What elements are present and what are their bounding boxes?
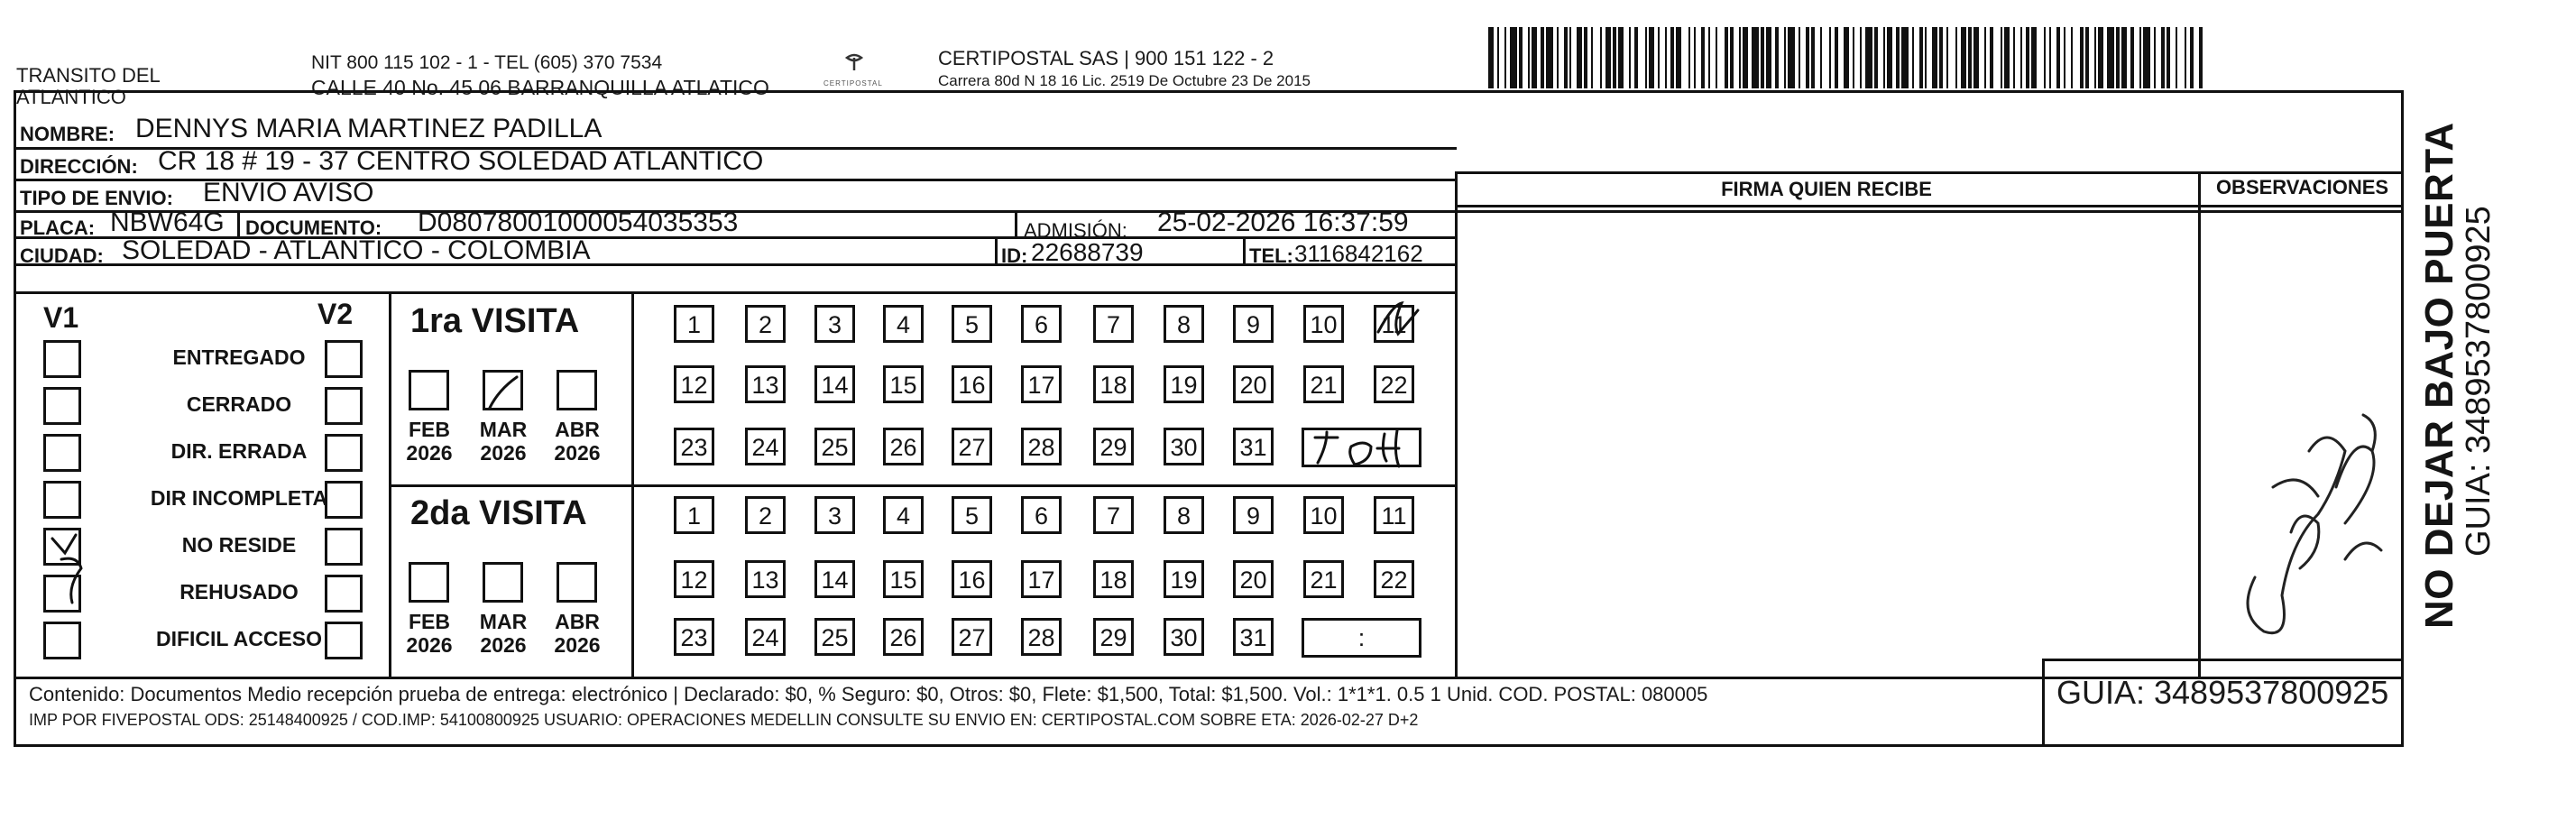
second-visit-day-box[interactable]: 23 xyxy=(674,618,714,656)
second-visit-day-box[interactable]: 19 xyxy=(1164,560,1204,598)
placa-value: NBW64G xyxy=(110,207,225,237)
second-visit-day-box[interactable]: 29 xyxy=(1093,618,1134,656)
logo-text: CERTIPOSTAL xyxy=(823,79,883,88)
v2-checkbox[interactable] xyxy=(325,528,363,566)
first-visit-day-box[interactable]: 20 xyxy=(1233,365,1274,403)
first-visit-day-box[interactable]: 18 xyxy=(1093,365,1134,403)
admision-label: ADMISIÓN: xyxy=(1024,219,1127,242)
observaciones-header: OBSERVACIONES xyxy=(2215,176,2389,198)
first-visit-day-box[interactable]: 1 xyxy=(674,305,714,343)
first-visit-day-box[interactable]: 2 xyxy=(745,305,786,343)
second-visit-month-checkbox[interactable] xyxy=(557,562,597,603)
ciudad-value: SOLEDAD - ATLANTICO - COLOMBIA xyxy=(122,235,591,265)
second-visit-day-box[interactable]: 18 xyxy=(1093,560,1134,598)
id-label: ID: xyxy=(1001,244,1028,267)
v1-checkbox[interactable] xyxy=(43,387,81,425)
second-visit-day-box[interactable]: 25 xyxy=(814,618,855,656)
first-visit-day-box[interactable]: 11 xyxy=(1374,305,1414,343)
second-visit-day-box[interactable]: 8 xyxy=(1164,496,1204,534)
first-visit-day-box[interactable]: 27 xyxy=(952,428,992,465)
first-visit-day-box[interactable]: 3 xyxy=(814,305,855,343)
admision-value: 25-02-2026 16:37:59 xyxy=(1157,207,1409,237)
second-visit-day-box[interactable]: 27 xyxy=(952,618,992,656)
first-visit-day-box[interactable]: 9 xyxy=(1233,305,1274,343)
first-visit-day-box[interactable]: 17 xyxy=(1021,365,1062,403)
status-label: DIFICIL ACCESO xyxy=(155,627,322,650)
documento-label: DOCUMENTO: xyxy=(245,217,382,239)
footer-impresion: IMP POR FIVEPOSTAL ODS: 25148400925 / COD.IMP: 54100800925 USUARIO: OPERACIONES MEDELLIN CONSULTE SU ENVIO EN: CERTIPOSTAL.COM SOBRE ETA: 2026-02-27 D+2 xyxy=(29,711,1419,729)
second-visit-month-year: 2026 xyxy=(554,633,601,657)
second-visit-title: 2da VISITA xyxy=(410,494,587,532)
second-visit-day-box[interactable]: 4 xyxy=(883,496,924,534)
first-visit-day-box[interactable]: 26 xyxy=(883,428,924,465)
march-check-mark xyxy=(484,370,529,415)
v1-checkbox[interactable] xyxy=(43,434,81,472)
first-visit-day-box[interactable]: 6 xyxy=(1021,305,1062,343)
second-visit-day-box[interactable]: 12 xyxy=(674,560,714,598)
id-value: 22688739 xyxy=(1031,238,1144,266)
second-visit-day-box[interactable]: 11 xyxy=(1374,496,1414,534)
v1-checkbox[interactable] xyxy=(43,481,81,519)
documento-value: D08078001000054035353 xyxy=(418,207,739,237)
first-visit-day-box[interactable]: 13 xyxy=(745,365,786,403)
second-visit-day-box[interactable]: 1 xyxy=(674,496,714,534)
second-visit-day-box[interactable]: 7 xyxy=(1093,496,1134,534)
handwritten-time xyxy=(1302,421,1423,475)
firma-header: FIRMA QUIEN RECIBE xyxy=(1721,178,1932,200)
status-label: DIR INCOMPLETA xyxy=(150,486,328,510)
first-visit-day-box[interactable]: 5 xyxy=(952,305,992,343)
first-visit-title: 1ra VISITA xyxy=(410,302,580,340)
first-visit-month-year: 2026 xyxy=(554,441,601,465)
second-visit-month-year: 2026 xyxy=(480,633,527,657)
placa-label: PLACA: xyxy=(20,217,96,239)
second-visit-day-box[interactable]: 28 xyxy=(1021,618,1062,656)
v2-label: V2 xyxy=(317,298,354,330)
no-dejar-bajo-puerta: NO DEJAR BAJO PUERTA xyxy=(2417,122,2461,629)
v2-checkbox[interactable] xyxy=(325,340,363,378)
no-reside-check-mark xyxy=(45,528,99,604)
second-visit-day-box[interactable]: 14 xyxy=(814,560,855,598)
tel-value: 3116842162 xyxy=(1294,240,1423,267)
second-visit-day-box[interactable]: 26 xyxy=(883,618,924,656)
first-visit-day-box[interactable]: 16 xyxy=(952,365,992,403)
second-visit-day-box[interactable]: 22 xyxy=(1374,560,1414,598)
second-visit-month-name: ABR xyxy=(555,610,600,633)
direccion-value: CR 18 # 19 - 37 CENTRO SOLEDAD ATLANTICO xyxy=(158,146,764,176)
second-visit-day-box[interactable]: 30 xyxy=(1164,618,1204,656)
first-visit-day-box[interactable]: 29 xyxy=(1093,428,1134,465)
second-visit-day-box[interactable]: 20 xyxy=(1233,560,1274,598)
nombre-value: DENNYS MARIA MARTINEZ PADILLA xyxy=(135,114,603,143)
second-visit-day-box[interactable]: 17 xyxy=(1021,560,1062,598)
first-visit-day-box[interactable]: 24 xyxy=(745,428,786,465)
tel-label: TEL: xyxy=(1249,244,1293,267)
status-label: ENTREGADO xyxy=(172,346,306,369)
second-visit-day-box[interactable]: 3 xyxy=(814,496,855,534)
first-visit-day-box[interactable]: 30 xyxy=(1164,428,1204,465)
second-visit-month-name: MAR xyxy=(479,610,528,633)
status-label: CERRADO xyxy=(186,392,292,416)
second-visit-month-checkbox[interactable] xyxy=(483,562,523,603)
first-visit-month-year: 2026 xyxy=(406,441,453,465)
second-visit-day-box[interactable]: 2 xyxy=(745,496,786,534)
first-visit-day-box[interactable]: 7 xyxy=(1093,305,1134,343)
status-label: DIR. ERRADA xyxy=(170,439,308,463)
second-visit-day-box[interactable]: 13 xyxy=(745,560,786,598)
second-visit-month-name: FEB xyxy=(409,610,450,633)
second-visit-day-box[interactable]: 24 xyxy=(745,618,786,656)
first-visit-month-checkbox[interactable] xyxy=(409,370,449,410)
handwritten-observation xyxy=(2201,379,2404,650)
second-visit-month-year: 2026 xyxy=(406,633,453,657)
second-visit-day-box[interactable]: 9 xyxy=(1233,496,1274,534)
second-visit-day-box[interactable]: 10 xyxy=(1303,496,1344,534)
company-name-line-2: ATLANTICO xyxy=(16,86,126,108)
second-visit-day-box[interactable]: 16 xyxy=(952,560,992,598)
vertical-guia: GUIA: 3489537800925 xyxy=(2460,206,2498,557)
ciudad-label: CIUDAD: xyxy=(20,244,104,267)
first-visit-day-box[interactable]: 21 xyxy=(1303,365,1344,403)
second-visit-day-box[interactable]: 15 xyxy=(883,560,924,598)
v2-checkbox[interactable] xyxy=(325,387,363,425)
first-visit-day-box[interactable]: 19 xyxy=(1164,365,1204,403)
barcode xyxy=(1488,27,2203,88)
first-visit-day-box[interactable]: 22 xyxy=(1374,365,1414,403)
tipo-envio-value: ENVIO AVISO xyxy=(203,178,374,207)
first-visit-month-name: MAR xyxy=(479,418,528,441)
first-visit-day-box[interactable]: 23 xyxy=(674,428,714,465)
v2-checkbox[interactable] xyxy=(325,434,363,472)
nombre-label: NOMBRE: xyxy=(20,123,115,145)
carrier-line: CERTIPOSTAL SAS | 900 151 122 - 2 xyxy=(938,47,1274,69)
first-visit-month-checkbox[interactable] xyxy=(557,370,597,410)
v1-checkbox[interactable] xyxy=(43,622,81,659)
second-visit-day-box[interactable]: 21 xyxy=(1303,560,1344,598)
tipo-envio-label: TIPO DE ENVIO: xyxy=(20,187,173,209)
first-visit-day-box[interactable]: 8 xyxy=(1164,305,1204,343)
first-visit-day-box[interactable]: 31 xyxy=(1233,428,1274,465)
second-visit-day-box[interactable]: 5 xyxy=(952,496,992,534)
v2-checkbox[interactable] xyxy=(325,622,363,659)
nit-line: NIT 800 115 102 - 1 - TEL (605) 370 7534 xyxy=(311,52,663,73)
first-visit-day-box[interactable]: 4 xyxy=(883,305,924,343)
v2-checkbox[interactable] xyxy=(325,481,363,519)
v1-label: V1 xyxy=(43,301,79,334)
second-visit-day-box[interactable]: 31 xyxy=(1233,618,1274,656)
company-name-line-1: TRANSITO DEL xyxy=(16,64,161,87)
first-visit-day-box[interactable]: 14 xyxy=(814,365,855,403)
first-visit-month-name: ABR xyxy=(555,418,600,441)
second-visit-time-box[interactable]: : xyxy=(1302,618,1421,658)
guia-box: GUIA: 3489537800925 xyxy=(2056,674,2389,711)
status-label: NO RESIDE xyxy=(181,533,297,557)
status-label: REHUSADO xyxy=(179,580,299,603)
address-line: CALLE 40 No. 45 06 BARRANQUILLA ATLATICO xyxy=(311,76,769,99)
first-visit-month-name: FEB xyxy=(409,418,450,441)
second-visit-month-checkbox[interactable] xyxy=(409,562,449,603)
day-11-check-mark xyxy=(1369,298,1425,341)
license-line: Carrera 80d N 18 16 Lic. 2519 De Octubre 23 De 2015 xyxy=(938,72,1311,89)
first-visit-day-box[interactable]: 12 xyxy=(674,365,714,403)
first-visit-day-box[interactable]: 15 xyxy=(883,365,924,403)
first-visit-day-box[interactable]: 28 xyxy=(1021,428,1062,465)
direccion-label: DIRECCIÓN: xyxy=(20,155,138,178)
first-visit-month-year: 2026 xyxy=(480,441,527,465)
v1-checkbox[interactable] xyxy=(43,340,81,378)
first-visit-day-box[interactable]: 10 xyxy=(1303,305,1344,343)
first-visit-day-box[interactable]: 25 xyxy=(814,428,855,465)
v2-checkbox[interactable] xyxy=(325,575,363,613)
second-visit-day-box[interactable]: 6 xyxy=(1021,496,1062,534)
footer-contenido: Contenido: Documentos Medio recepción prueba de entrega: electrónico | Declarado: $0, % Seguro: $0, Otros: $0, Flete: $1,500, Total: $1,500. Vol.: 1*1*1. 0.5 1 Unid. COD. POSTAL: 080005 xyxy=(29,683,1708,705)
